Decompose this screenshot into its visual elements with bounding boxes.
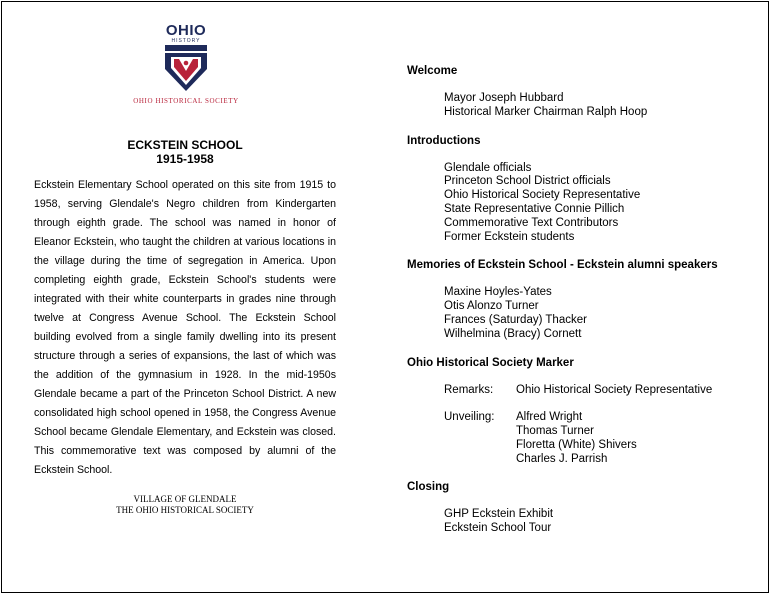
school-title xyxy=(34,138,336,166)
section-introductions xyxy=(407,134,762,245)
list-item: Commemorative Text Contributors xyxy=(444,216,619,229)
program xyxy=(407,64,762,550)
logo-wordmark: OHIO xyxy=(165,22,207,39)
list-item: Eckstein School Tour xyxy=(444,522,552,535)
commemorative-text: Eckstein Elementary School operated on this site from 1915 to 1958, serving Glendale's Negro children from Kindergarten through eighth grade. The school was named in honor of Eleanor Eckstein, who taught the children at various locations in the village during the time of segregation in America. Upon completing eighth grade, Eckstein School's students were integrated with their white counterparts in grades nine through twelve at Congress Avenue School. The Eckstein School building evolved from a single family dwelling into its present structure through a series of expansions, the last of which was the addition of the gymnasium in 1928. In the mid-1950s Glendale became a part of the Princeton School District. A new consolidated high school opened in 1958, the Congress Avenue School became Glendale Elementary, and Eckstein was closed. This commemorative text was composed by alumni of the Eckstein School. xyxy=(34,179,336,476)
list-item: Thomas Turner xyxy=(516,424,594,437)
sponsors xyxy=(34,494,336,516)
ohio-history-logo xyxy=(126,24,246,105)
school-title-years: 1915-1958 xyxy=(156,152,214,166)
section-heading: Closing xyxy=(407,481,450,494)
school-title-name: ECKSTEIN SCHOOL xyxy=(127,138,243,152)
section-closing xyxy=(407,480,762,536)
unveiling-label: Unveiling: xyxy=(444,411,495,424)
list-item: Otis Alonzo Turner xyxy=(444,300,539,313)
list-item: GHP Eckstein Exhibit xyxy=(444,508,554,521)
logo-subtext: HISTORY xyxy=(171,38,201,44)
list-item: Historical Marker Chairman Ralph Hoop xyxy=(444,105,648,118)
sponsor-village: VILLAGE OF GLENDALE xyxy=(133,494,237,504)
list-item: Mayor Joseph Hubbard xyxy=(444,92,564,104)
section-heading: Memories of Eckstein School - Eckstein alumni speakers xyxy=(407,259,718,272)
list-item: Former Eckstein students xyxy=(444,230,575,243)
remarks-label: Remarks: xyxy=(444,383,494,396)
list-item: Wilhelmina (Bracy) Cornett xyxy=(444,327,582,340)
list-item: Floretta (White) Shivers xyxy=(516,438,637,451)
section-heading: Introductions xyxy=(407,134,481,147)
section-heading: Welcome xyxy=(407,65,458,77)
ohio-shield-icon xyxy=(165,45,207,91)
remarks-row xyxy=(444,384,762,398)
remarks-value: Ohio Historical Society Representative xyxy=(516,383,713,396)
list-item: Charles J. Parrish xyxy=(516,452,608,465)
list-item: Alfred Wright xyxy=(516,411,583,424)
sponsor-society: THE OHIO HISTORICAL SOCIETY xyxy=(116,505,254,515)
list-item: Glendale officials xyxy=(444,161,532,174)
section-heading: Ohio Historical Society Marker xyxy=(407,356,574,369)
logo-society-name: OHIO HISTORICAL SOCIETY xyxy=(133,97,239,105)
list-item: Maxine Hoyles-Yates xyxy=(444,286,552,299)
section-welcome xyxy=(407,64,762,120)
page-frame xyxy=(1,1,769,593)
section-memories xyxy=(407,258,762,341)
list-item: Princeton School District officials xyxy=(444,175,611,188)
section-marker xyxy=(407,356,762,467)
list-item: Frances (Saturday) Thacker xyxy=(444,313,587,326)
list-item: State Representative Connie Pillich xyxy=(444,202,625,215)
unveiling-row xyxy=(444,411,762,466)
list-item: Ohio Historical Society Representative xyxy=(444,189,641,202)
